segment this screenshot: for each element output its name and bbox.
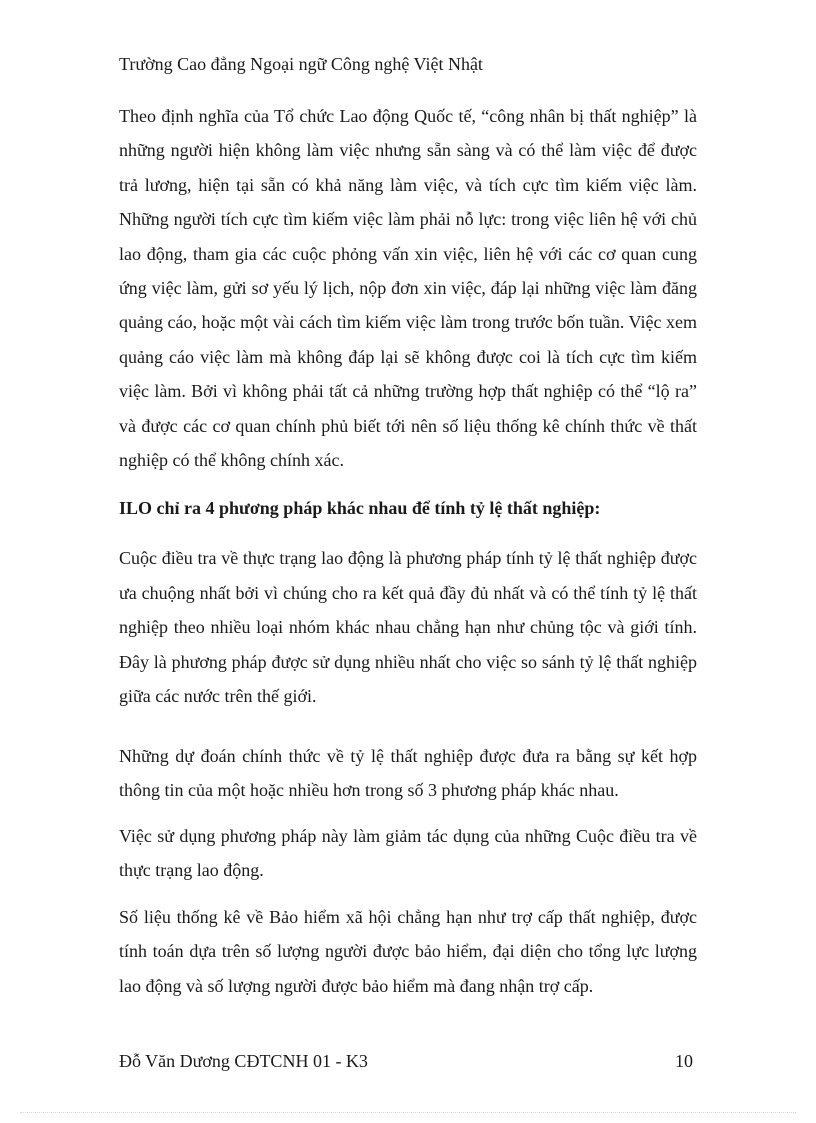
- body-paragraph-3: Những dự đoán chính thức về tỷ lệ thất nghiệp được đưa ra bằng sự kết hợp thông tin của một hoặc nhiều hơn trong số 3 phương pháp khác nhau.: [119, 746, 697, 800]
- page-bottom-rule: [20, 1112, 796, 1113]
- footer-author: Đỗ Văn Dương CĐTCNH 01 - K3: [119, 1051, 368, 1071]
- body-paragraph-2: Cuộc điều tra về thực trạng lao động là phương pháp tính tỷ lệ thất nghiệp được ưa chuộng nhất bởi vì chúng cho ra kết quả đầy đủ nhất và có thể tính tỷ lệ thất nghiệp theo nhiều loại nhóm khác nhau chẳng hạn như chủng tộc và giới tính. Đây là phương pháp được sử dụng nhiều nhất cho việc so sánh tỷ lệ thất nghiệp giữa các nước trên thế giới.: [119, 548, 697, 706]
- body-paragraph-5: Số liệu thống kê về Bảo hiểm xã hội chẳng hạn như trợ cấp thất nghiệp, được tính toán dựa trên số lượng người được bảo hiểm, đại diện cho tổng lực lượng lao động và số lượng người được bảo hiểm mà đang nhận trợ cấp.: [119, 907, 697, 996]
- section-heading: ILO chỉ ra 4 phương pháp khác nhau để tính tỷ lệ thất nghiệp:: [119, 498, 601, 518]
- page-footer: [119, 1048, 697, 1074]
- body-paragraph-1: Theo định nghĩa của Tổ chức Lao động Quốc tế, “công nhân bị thất nghiệp” là những người hiện không làm việc nhưng sẵn sàng và có thể làm việc để được trả lương, hiện tại sẵn có khả năng làm việc, và tích cực tìm kiếm việc làm. Những người tích cực tìm kiếm việc làm phải nỗ lực: trong việc liên hệ với chủ lao động, tham gia các cuộc phỏng vấn xin việc, liên hệ với các cơ quan cung ứng việc làm, gửi sơ yếu lý lịch, nộp đơn xin việc, đáp lại những việc làm đăng quảng cáo, hoặc một vài cách tìm kiếm việc làm trong trước bốn tuần. Việc xem quảng cáo việc làm mà không đáp lại sẽ không được coi là tích cực tìm kiếm việc làm. Bởi vì không phải tất cả những trường hợp thất nghiệp có thể “lộ ra” và được các cơ quan chính phủ biết tới nên số liệu thống kê chính thức về thất nghiệp có thể không chính xác.: [119, 106, 697, 471]
- page-number: 10: [675, 1051, 693, 1071]
- body-paragraph-4: Việc sử dụng phương pháp này làm giảm tác dụng của những Cuộc điều tra về thực trạng lao động.: [119, 826, 697, 880]
- page-header: Trường Cao đẳng Ngoại ngữ Công nghệ Việt Nhật: [119, 54, 483, 74]
